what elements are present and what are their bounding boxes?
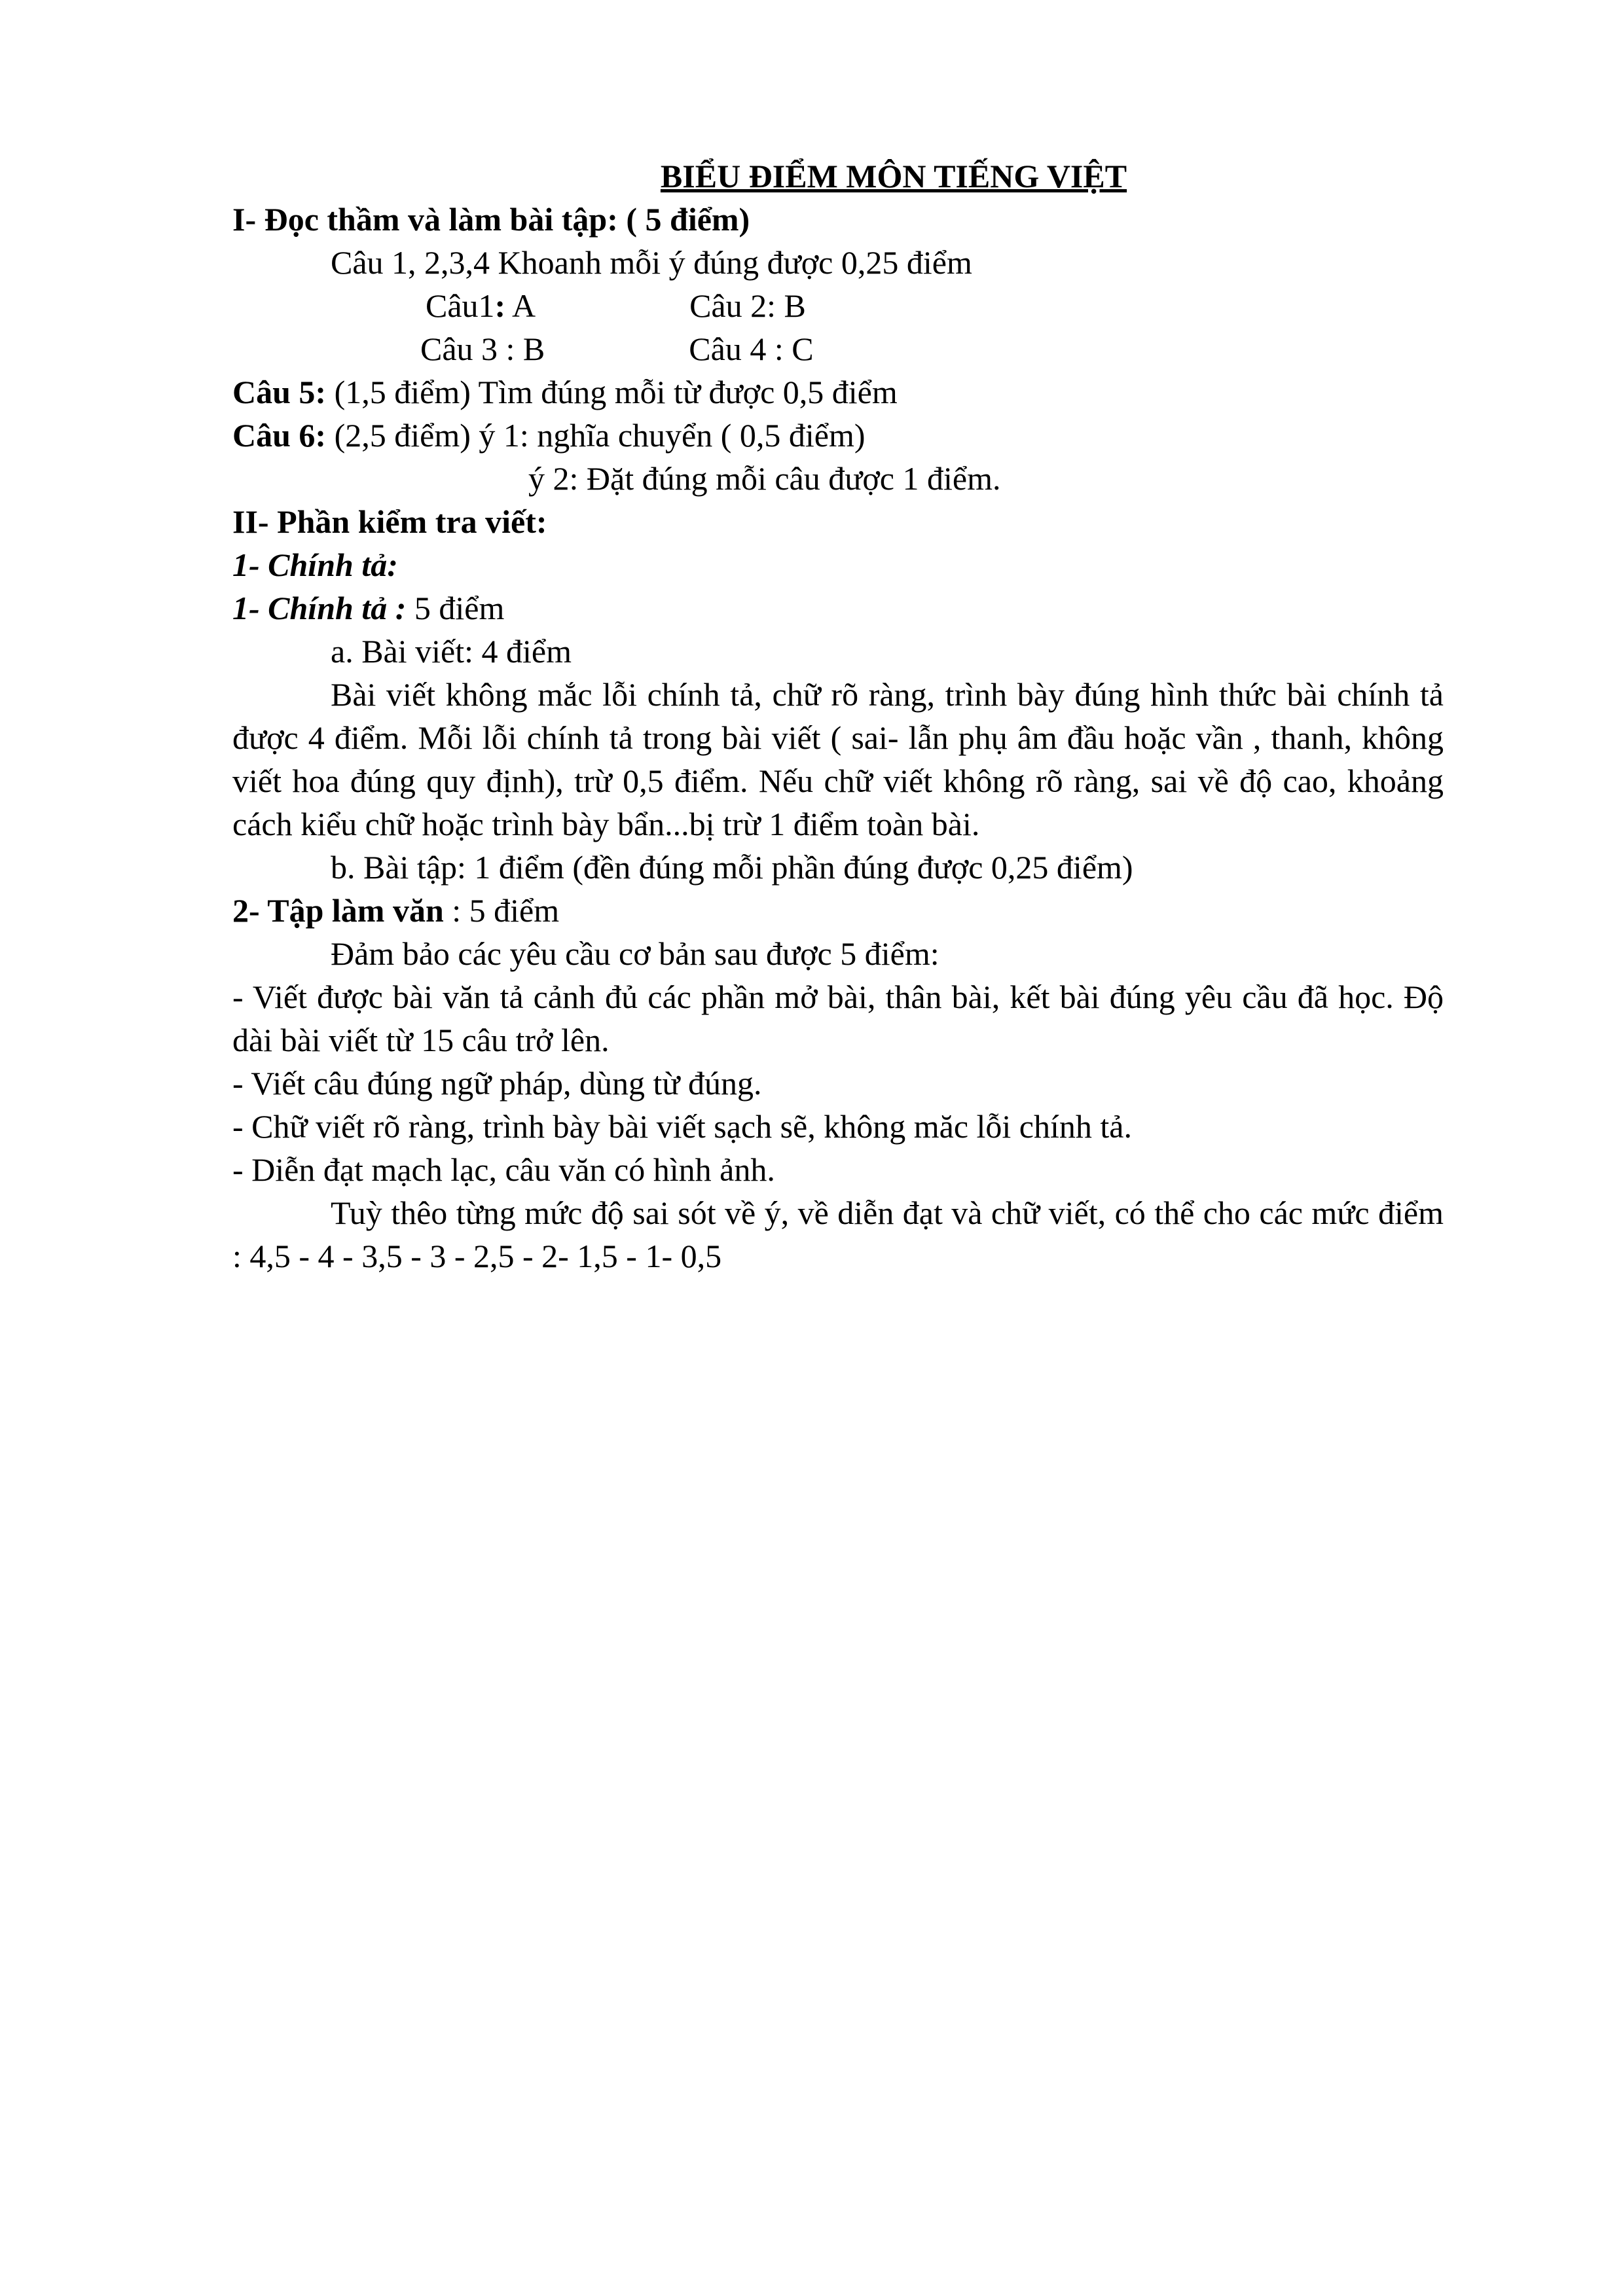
section2-heading: II- Phần kiểm tra viết:: [232, 503, 547, 540]
question-6-label: Câu 6:: [232, 417, 327, 454]
question-6-text: (2,5 điểm) ý 1: nghĩa chuyển ( 0,5 điểm): [326, 417, 866, 454]
question-5: [232, 370, 1476, 414]
spelling-heading: 1- Chính tả:: [232, 547, 398, 583]
answers-row-2: [232, 327, 1476, 370]
essay-intro: Đảm bảo các yêu cầu cơ bản sau được 5 điểm:: [331, 935, 939, 972]
spelling-part-a-text: Bài viết không mắc lỗi chính tả, chữ rõ ràng, trình bày đúng hình thức bài chính tả được 4 điểm. Mỗi lỗi chính tả trong bài viết ( sai- lẫn phụ âm đầu hoặc vần , thanh, không viết hoa đúng quy định), trừ 0,5 điểm. Nếu chữ viết không rõ ràng, sai về độ cao, khoảng cách kiểu chữ hoặc trình bày bẩn...bị trừ 1 điểm toàn bài.: [232, 676, 1444, 842]
essay-label: 2- Tập làm văn: [232, 892, 444, 929]
question-6-part-2: ý 2: Đặt đúng mỗi câu được 1 điểm.: [528, 460, 1001, 497]
question-6: [232, 414, 1476, 457]
section1-heading: I- Đọc thầm và làm bài tập: ( 5 điểm): [232, 201, 750, 238]
spelling-label: 1- Chính tả :: [232, 590, 407, 626]
answer-4: Câu 4 : C: [689, 331, 814, 367]
spelling-score-line: [232, 586, 1476, 630]
q1to4-instruction: Câu 1, 2,3,4 Khoanh mỗi ý đúng được 0,25 điểm: [331, 244, 972, 281]
essay-conclusion: Tuỳ thêo từng mức độ sai sót về ý, về diễn đạt và chữ viết, có thể cho các mức điểm : 4,5 - 4 - 3,5 - 3 - 2,5 - 2- 1,5 - 1- 0,5: [232, 1194, 1444, 1274]
essay-requirement-3: - Chữ viết rõ ràng, trình bày bài viết sạch sẽ, không măc lỗi chính tả.: [232, 1108, 1132, 1145]
document-title: BIỂU ĐIỂM MÔN TIẾNG VIỆT: [660, 158, 1127, 194]
essay-requirement-1: - Viết được bài văn tả cảnh đủ các phần mở bài, thân bài, kết bài đúng yêu cầu đã học. Độ dài bài viết từ 15 câu trở lên.: [232, 978, 1444, 1058]
essay-score-line: [232, 889, 1476, 932]
essay-requirement-4: - Diễn đạt mạch lạc, câu văn có hình ảnh.: [232, 1151, 775, 1188]
answer-1-value: A: [505, 287, 536, 324]
answer-1-colon: :: [494, 287, 506, 324]
answer-1-label: Câu1: [426, 287, 495, 324]
answers-row-1: [232, 284, 1476, 327]
question-5-label: Câu 5:: [232, 374, 327, 410]
spelling-part-b: b. Bài tập: 1 điểm (đền đúng mỗi phần đúng được 0,25 điểm): [331, 849, 1133, 886]
question-5-text: (1,5 điểm) Tìm đúng mỗi từ được 0,5 điểm: [326, 374, 898, 410]
answer-3: Câu 3 : B: [420, 331, 545, 367]
spelling-part-a: a. Bài viết: 4 điểm: [331, 633, 572, 670]
spelling-score: 5 điểm: [406, 590, 505, 626]
essay-score: : 5 điểm: [443, 892, 560, 929]
document-page: [232, 154, 1476, 1278]
answer-2: Câu 2: B: [689, 287, 806, 324]
essay-requirement-2: - Viết câu đúng ngữ pháp, dùng từ đúng.: [232, 1065, 762, 1102]
